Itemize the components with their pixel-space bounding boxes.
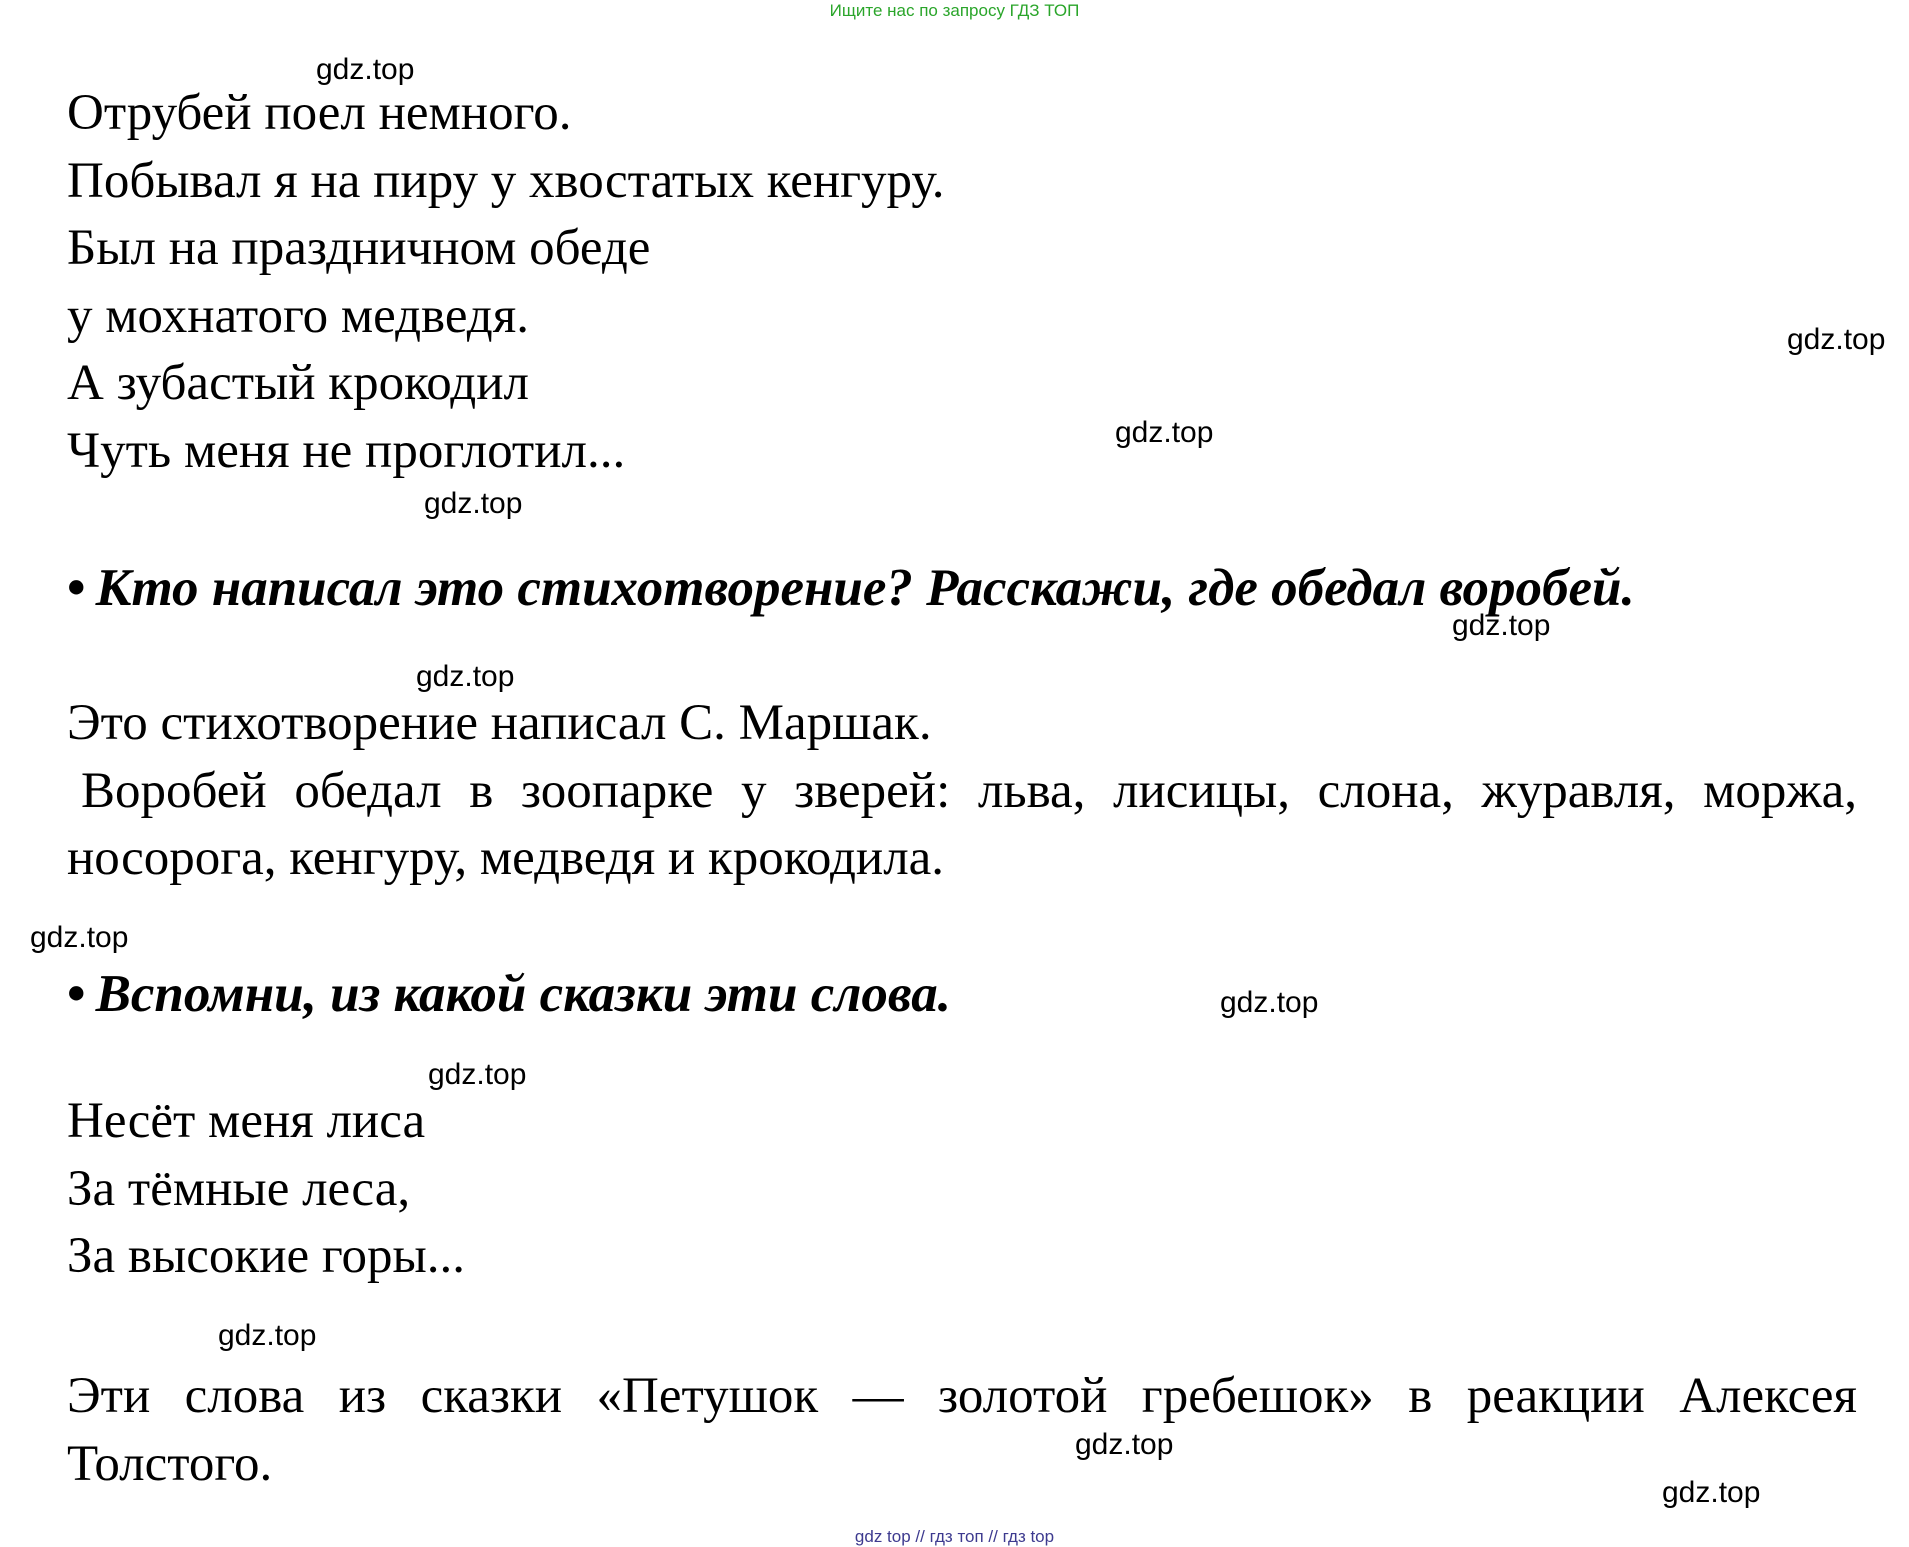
watermark: gdz.top xyxy=(1075,1428,1174,1461)
poem-excerpt-sparrow xyxy=(67,80,945,485)
poem-excerpt-fox xyxy=(67,1088,465,1291)
watermark: gdz.top xyxy=(1115,416,1214,449)
poem-line: Отрубей поел немного. xyxy=(67,85,572,141)
watermark: gdz.top xyxy=(416,660,515,693)
footer-banner: gdz top // гдз топ // гдз top xyxy=(854,1527,1055,1546)
question-which-tale xyxy=(67,962,951,1026)
answer-paragraph: Воробей обедал в зоопарке у зверей: льва, лисицы, слона, журавля, моржа, носорога, кенгуру, медведя и крокодила. xyxy=(67,762,1857,886)
poem-line: А зубастый крокодил xyxy=(67,355,529,411)
watermark: gdz.top xyxy=(1662,1476,1761,1509)
answer-line: Это стихотворение написал С. Маршак. xyxy=(67,695,932,751)
question-text: Кто написал это стихотворение? Расскажи, где обедал воробей. xyxy=(95,559,1635,617)
poem-line: Побывал я на пиру у хвостатых кенгуру. xyxy=(67,152,945,209)
watermark: gdz.top xyxy=(428,1058,527,1091)
watermark: gdz.top xyxy=(1452,609,1551,642)
watermark: gdz.top xyxy=(316,53,415,86)
watermark: gdz.top xyxy=(424,487,523,520)
poem-line: За тёмные леса, xyxy=(67,1160,411,1217)
bullet-icon: • xyxy=(67,965,86,1023)
poem-line: Несёт меня лиса xyxy=(67,1093,426,1149)
poem-line: у мохнатого медведя. xyxy=(67,287,529,344)
watermark: gdz.top xyxy=(1787,323,1886,356)
bullet-icon: • xyxy=(67,559,86,617)
question-text: Вспомни, из какой сказки эти слова. xyxy=(95,965,951,1023)
answer-paragraph: Эти слова из сказки «Петушок — золотой гребешок» в реакции Алексея Толстого. xyxy=(67,1368,1857,1492)
answer-which-tale xyxy=(67,1363,1857,1498)
poem-line: За высокие горы... xyxy=(67,1228,466,1284)
poem-line: Чуть меня не проглотил... xyxy=(67,422,626,479)
watermark: gdz.top xyxy=(218,1319,317,1352)
watermark: gdz.top xyxy=(1220,986,1319,1019)
question-who-wrote xyxy=(67,556,1635,620)
answer-who-wrote xyxy=(67,690,1857,893)
top-banner: Ищите нас по запросу ГДЗ ТОП xyxy=(829,1,1080,20)
watermark: gdz.top xyxy=(30,921,129,954)
poem-line: Был на праздничном обеде xyxy=(67,220,651,276)
